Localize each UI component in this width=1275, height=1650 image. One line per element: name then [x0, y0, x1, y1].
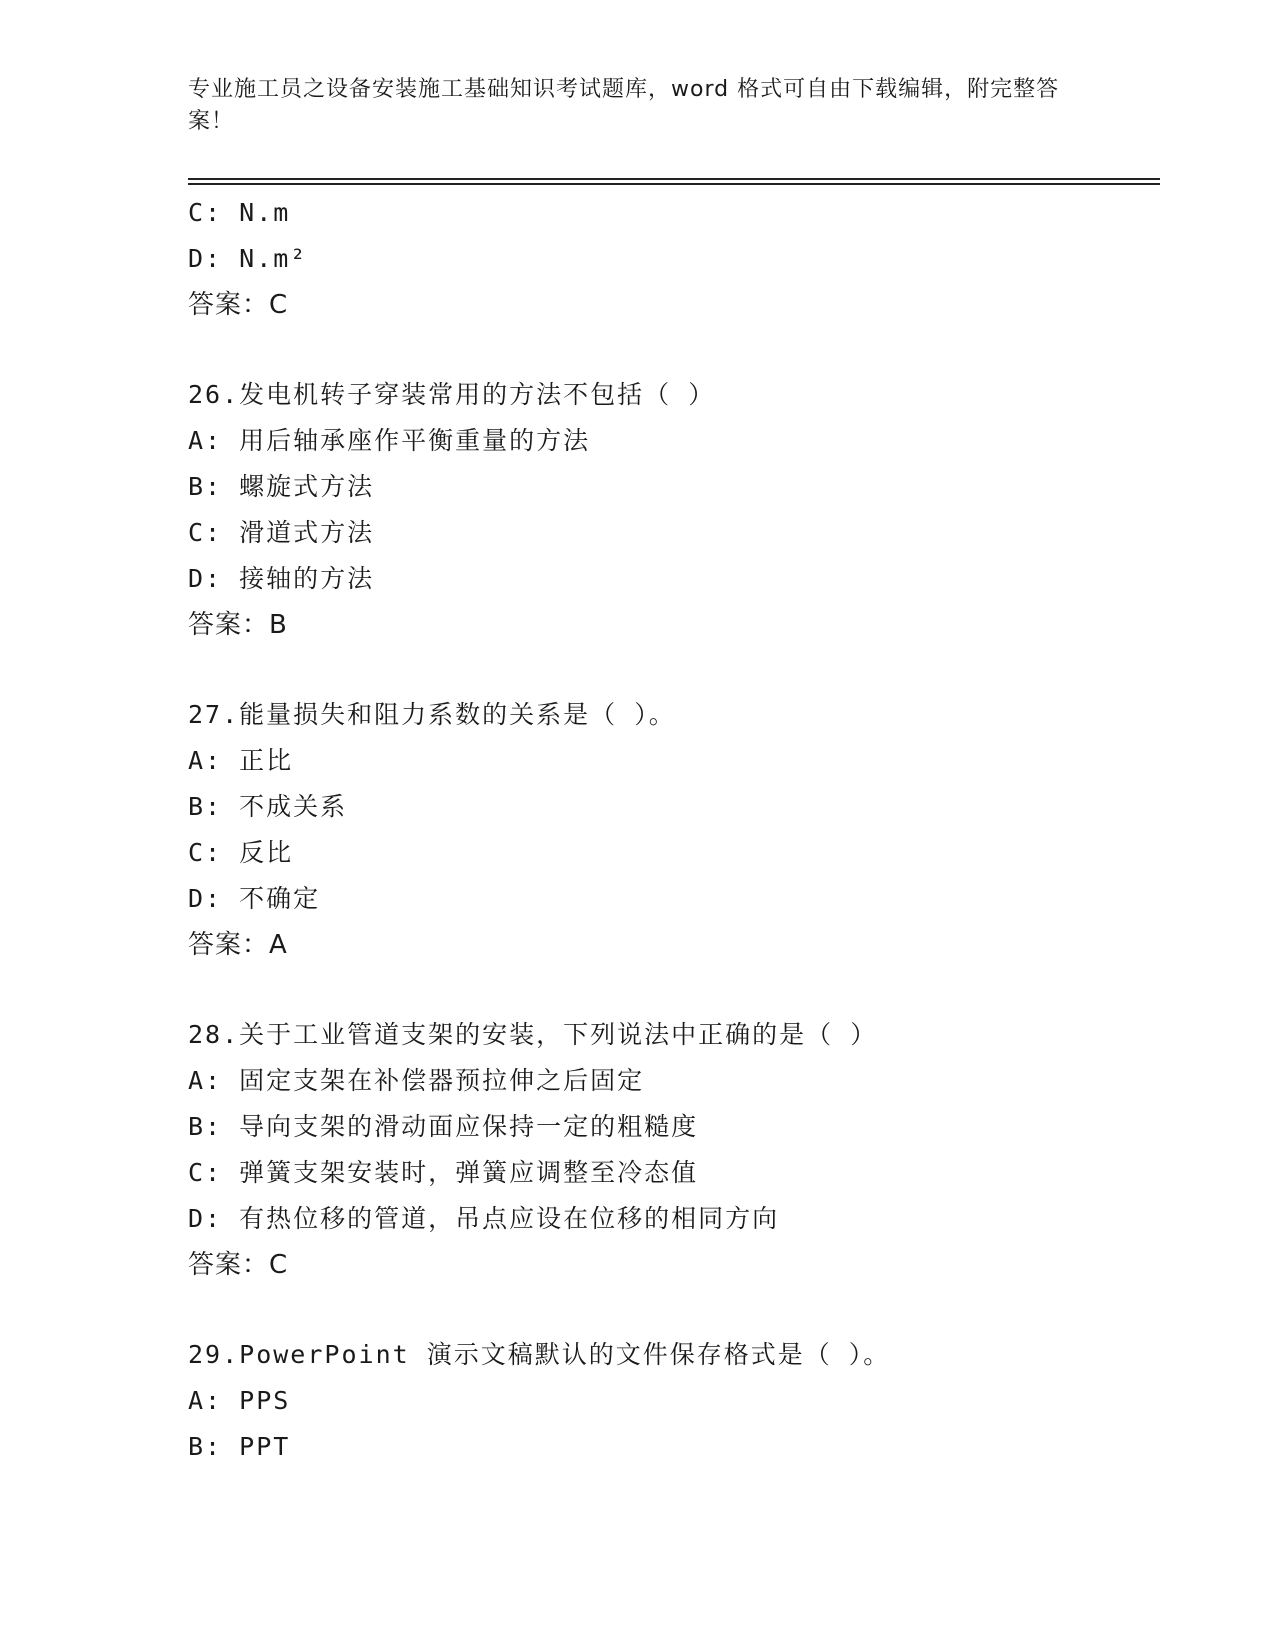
header-divider-top: [188, 178, 1160, 180]
answer-line: 答案：B: [188, 610, 288, 640]
option-b: B: 螺旋式方法: [188, 472, 375, 501]
question-list: [188, 190, 1168, 1470]
question-block-28: [188, 1012, 1168, 1288]
option-d: D: 接轴的方法: [188, 564, 375, 593]
answer-line: 答案：A: [188, 930, 288, 960]
question-text: 28.关于工业管道支架的安装，下列说法中正确的是（ ）: [188, 1020, 878, 1049]
block-spacer: [188, 328, 1168, 372]
option-c: C: N.m: [188, 198, 291, 227]
answer-line: 答案：C: [188, 290, 289, 320]
option-d: D: N.m²: [188, 244, 308, 273]
option-a: A: 固定支架在补偿器预拉伸之后固定: [188, 1066, 645, 1095]
option-a: A: 用后轴承座作平衡重量的方法: [188, 426, 591, 455]
option-a: A: 正比: [188, 746, 294, 775]
question-block-29: [188, 1332, 1168, 1470]
question-block-25-tail: [188, 190, 1168, 328]
option-c: C: 弹簧支架安装时，弹簧应调整至冷态值: [188, 1158, 699, 1187]
option-a: A: PPS: [188, 1386, 291, 1415]
block-spacer: [188, 968, 1168, 1012]
question-block-26: [188, 372, 1168, 648]
option-d: D: 有热位移的管道，吊点应设在位移的相同方向: [188, 1204, 780, 1233]
option-d: D: 不确定: [188, 884, 321, 913]
option-b: B: 导向支架的滑动面应保持一定的粗糙度: [188, 1112, 699, 1141]
document-header: 专业施工员之设备安装施工基础知识考试题库，word 格式可自由下载编辑，附完整答案！: [188, 77, 1060, 134]
question-text: 27.能量损失和阻力系数的关系是（ ）。: [188, 700, 676, 729]
answer-line: 答案：C: [188, 1250, 289, 1280]
option-c: C: 反比: [188, 838, 294, 867]
question-block-27: [188, 692, 1168, 968]
block-spacer: [188, 1288, 1168, 1332]
option-b: B: PPT: [188, 1432, 291, 1461]
option-b: B: 不成关系: [188, 792, 348, 821]
question-text: 26.发电机转子穿装常用的方法不包括（ ）: [188, 380, 716, 409]
option-c: C: 滑道式方法: [188, 518, 375, 547]
block-spacer: [188, 648, 1168, 692]
question-text: 29.PowerPoint 演示文稿默认的文件保存格式是（ ）。: [188, 1340, 891, 1369]
header-divider-bottom: [188, 183, 1160, 185]
